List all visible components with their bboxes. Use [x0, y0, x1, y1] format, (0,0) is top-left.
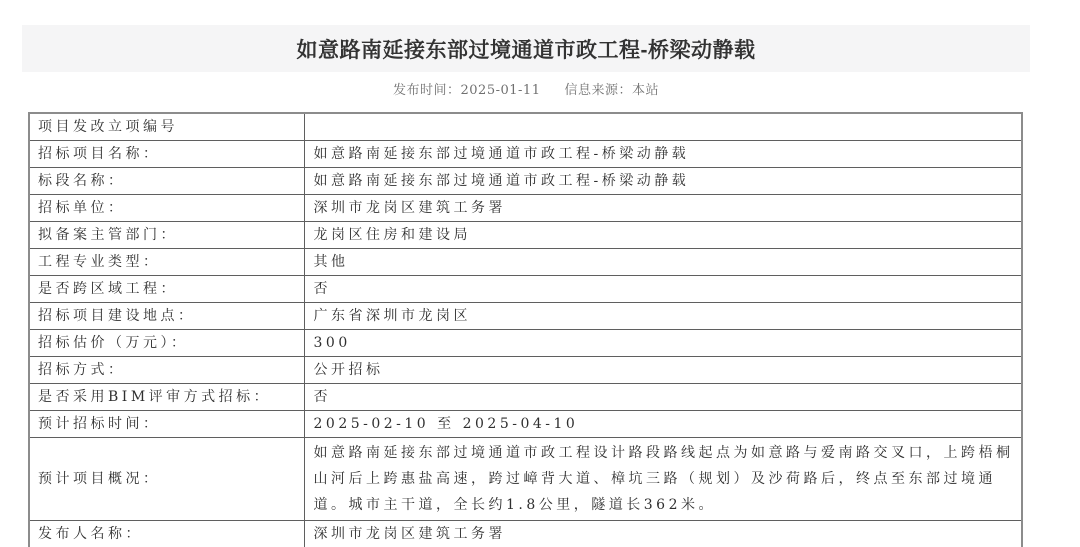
publish-time-value: 2025-01-11 [460, 83, 541, 98]
field-value [304, 113, 1022, 141]
field-value: 如意路南延接东部过境通道市政工程-桥梁动静载 [304, 141, 1022, 168]
publish-time-label: 发布时间： [393, 83, 461, 98]
field-value: 广东省深圳市龙岗区 [304, 303, 1022, 330]
field-value: 深圳市龙岗区建筑工务署 [304, 521, 1022, 547]
table-row [29, 276, 1022, 303]
table-row [29, 521, 1022, 547]
project-info-table [28, 112, 1023, 547]
field-value: 公开招标 [304, 357, 1022, 384]
table-row [29, 330, 1022, 357]
info-source-value: 本站 [631, 83, 659, 98]
table-row-project-overview [29, 438, 1022, 521]
meta-line [0, 79, 1052, 98]
field-label: 预计招标时间： [29, 411, 304, 438]
field-value: 300 [304, 330, 1022, 357]
field-label: 发布人名称： [29, 521, 304, 547]
table-row [29, 384, 1022, 411]
table-row [29, 168, 1022, 195]
field-label: 是否采用BIM评审方式招标： [29, 384, 304, 411]
table-row [29, 113, 1022, 141]
field-label: 招标项目名称： [29, 141, 304, 168]
title-banner [22, 25, 1030, 72]
field-value: 深圳市龙岗区建筑工务署 [304, 195, 1022, 222]
field-value: 2025-02-10 至 2025-04-10 [304, 411, 1022, 438]
table-row [29, 411, 1022, 438]
field-value: 否 [304, 276, 1022, 303]
field-label: 拟备案主管部门： [29, 222, 304, 249]
table-row [29, 141, 1022, 168]
publish-time [393, 79, 540, 98]
field-label: 招标方式： [29, 357, 304, 384]
field-label: 标段名称： [29, 168, 304, 195]
info-source-label: 信息来源： [564, 83, 632, 98]
field-label: 项目发改立项编号 [29, 113, 304, 141]
field-label: 预计项目概况： [29, 438, 304, 521]
field-label: 招标单位： [29, 195, 304, 222]
table-row [29, 249, 1022, 276]
field-label: 工程专业类型： [29, 249, 304, 276]
field-value: 如意路南延接东部过境通道市政工程设计路段路线起点为如意路与爱南路交叉口，上跨梧桐山河后上跨惠盐高速，跨过嶂背大道、樟坑三路（规划）及沙荷路后，终点至东部过境通道。城市主干道，全长约1.8公里，隧道长362米。 [304, 438, 1022, 521]
field-value: 龙岗区住房和建设局 [304, 222, 1022, 249]
table-row [29, 357, 1022, 384]
field-label: 招标估价（万元）： [29, 330, 304, 357]
table-row [29, 222, 1022, 249]
field-value: 如意路南延接东部过境通道市政工程-桥梁动静载 [304, 168, 1022, 195]
page-title: 如意路南延接东部过境通道市政工程-桥梁动静载 [296, 38, 756, 62]
field-value: 否 [304, 384, 1022, 411]
field-label: 是否跨区域工程： [29, 276, 304, 303]
info-source [564, 79, 659, 98]
table-row [29, 195, 1022, 222]
field-label: 招标项目建设地点： [29, 303, 304, 330]
field-value: 其他 [304, 249, 1022, 276]
table-row [29, 303, 1022, 330]
